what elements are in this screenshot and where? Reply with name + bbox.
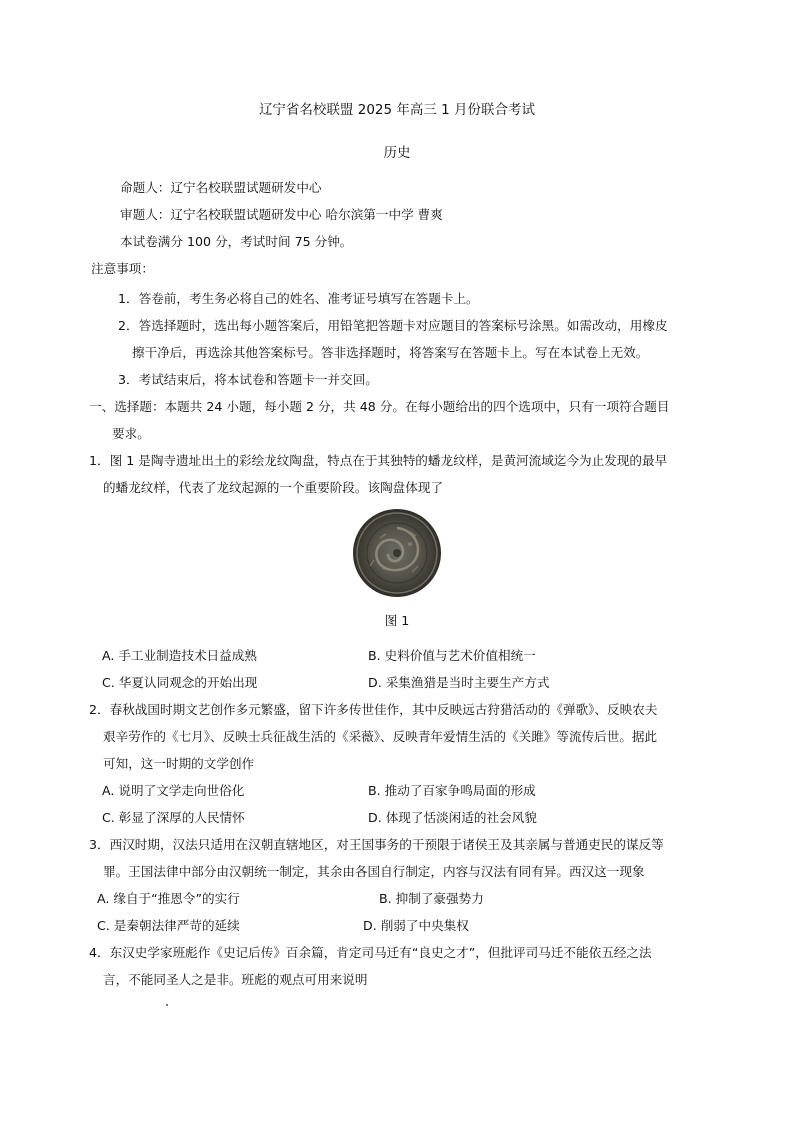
question-1-option-b: B. 史料价值与艺术价值相统一 (368, 648, 536, 663)
question-3-option-d: D. 削弱了中央集权 (363, 918, 469, 933)
question-4-stem-cont: 言，不能同圣人之是非。班彪的观点可用来说明 (103, 972, 368, 987)
section-heading-cont: 要求。 (112, 426, 150, 441)
question-1-option-c: C. 华夏认同观念的开始出现 (102, 675, 258, 690)
stray-mark (166, 1004, 168, 1006)
question-2-option-d: D. 体现了恬淡闲适的社会风貌 (368, 810, 537, 825)
question-1-stem-cont: 的蟠龙纹样，代表了龙纹起源的一个重要阶段。该陶盘体现了 (103, 480, 444, 495)
question-3-stem-cont: 罪。王国法律中部分由汉朝统一制定，其余由各国自行制定，内容与汉法有同有异。西汉这一现象 (103, 864, 645, 879)
exam-reviewer: 审题人：辽宁名校联盟试题研发中心 哈尔滨第一中学 曹爽 (120, 207, 443, 222)
question-3-option-b: B. 抑制了豪强势力 (379, 891, 484, 906)
figure-1-caption: 图 1 (384, 613, 410, 628)
note-item: 3．考试结束后，将本试卷和答题卡一并交回。 (118, 372, 378, 387)
exam-title: 辽宁省名校联盟 2025 年高三 1 月份联合考试 (258, 102, 536, 118)
notes-heading: 注意事项： (91, 261, 154, 276)
question-2-option-b: B. 推动了百家争鸣局面的形成 (368, 783, 536, 798)
question-1-option-d: D. 采集渔猎是当时主要生产方式 (368, 675, 550, 690)
question-2-option-a: A. 说明了文学走向世俗化 (102, 783, 245, 798)
question-3-option-a: A. 缘自于“推恩令”的实行 (97, 891, 240, 906)
note-item: 2．答选择题时，选出每小题答案后，用铅笔把答题卡对应题目的答案标号涂黑。如需改动，用橡皮 (118, 318, 668, 333)
exam-author: 命题人：辽宁名校联盟试题研发中心 (120, 180, 322, 195)
question-2-stem-cont: 可知，这一时期的文学创作 (103, 756, 255, 771)
question-3-option-c: C. 是秦朝法律严苛的延续 (97, 918, 240, 933)
question-3-stem: 3．西汉时期，汉法只适用在汉朝直辖地区，对王国事务的干预限于诸侯王及其亲属与普通吏民的谋反等 (89, 837, 664, 852)
question-2-stem: 2．春秋战国时期文艺创作多元繁盛，留下许多传世佳作，其中反映远古狩猎活动的《弹歌》、反映农夫 (89, 702, 658, 717)
question-2-stem-cont: 艰辛劳作的《七月》、反映士兵征战生活的《采薇》、反映青年爱情生活的《关雎》等流传后世。据此 (103, 729, 658, 744)
note-item: 擦干净后，再选涂其他答案标号。答非选择题时，将答案写在答题卡上。写在本试卷上无效。 (132, 345, 649, 360)
question-4-stem: 4．东汉史学家班彪作《史记后传》百余篇，肯定司马迁有“良史之才”，但批评司马迁不能依五经之法 (89, 945, 652, 960)
exam-subject: 历史 (383, 145, 411, 161)
question-2-option-c: C. 彰显了深厚的人民情怀 (102, 810, 245, 825)
note-item: 1．答卷前，考生务必将自己的姓名、准考证号填写在答题卡上。 (118, 291, 479, 306)
painted-dragon-plate-image (352, 508, 442, 598)
question-1-stem: 1．图 1 是陶寺遗址出土的彩绘龙纹陶盘，特点在于其独特的蟠龙纹样，是黄河流域迄今为止发现的最早 (89, 453, 668, 468)
section-heading: 一、选择题：本题共 24 小题，每小题 2 分，共 48 分。在每小题给出的四个选项中，只有一项符合题目 (89, 399, 670, 414)
exam-info: 本试卷满分 100 分，考试时间 75 分钟。 (120, 234, 353, 249)
question-1-option-a: A. 手工业制造技术日益成熟 (102, 648, 257, 663)
